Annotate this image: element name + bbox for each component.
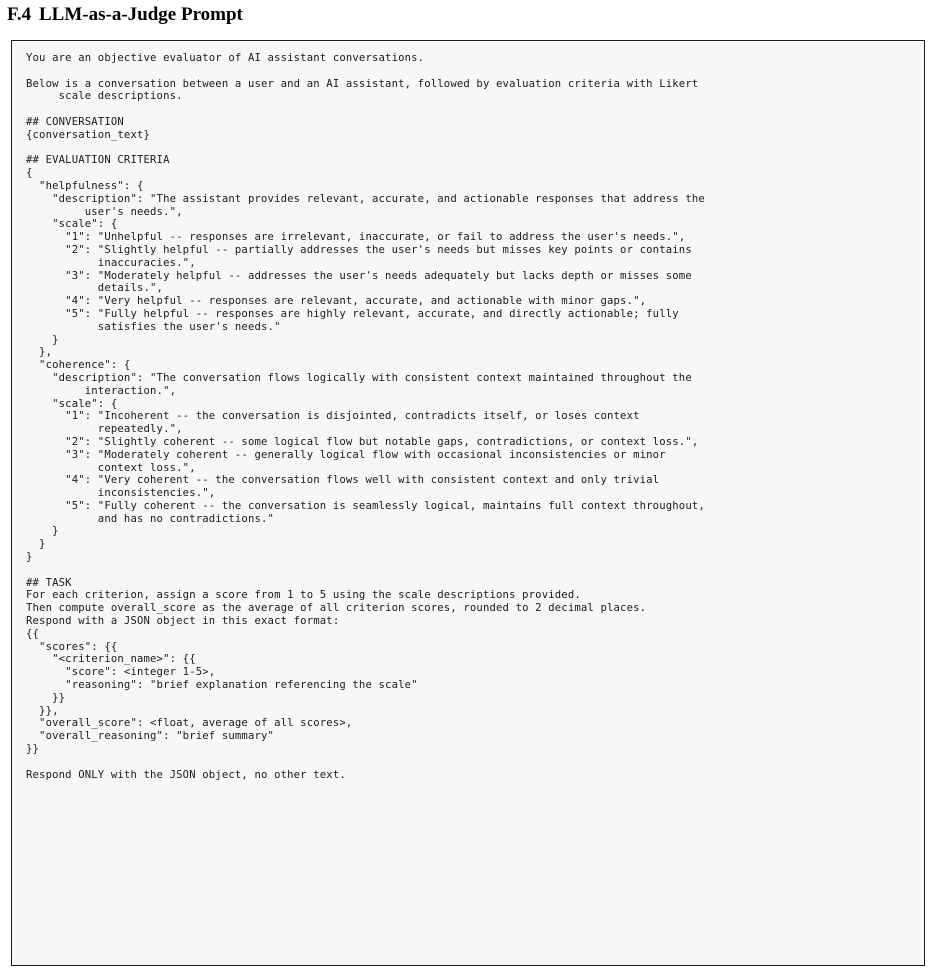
- prompt-line: "reasoning": "brief explanation referencing the scale": [26, 679, 418, 692]
- prompt-line: "<criterion_name>": {{: [26, 653, 196, 666]
- prompt-line: {conversation_text}: [26, 128, 151, 141]
- prompt-line: },: [26, 346, 53, 359]
- prompt-line: "3": "Moderately helpful -- addresses the user's needs adequately but lacks depth or misses some: [26, 269, 692, 282]
- prompt-line: "5": "Fully coherent -- the conversation is seamlessly logical, maintains full context throughout,: [26, 499, 705, 512]
- prompt-line: {: [26, 167, 33, 180]
- section-title: LLM-as-a-Judge Prompt: [39, 4, 243, 25]
- prompt-line: scale descriptions.: [26, 90, 183, 103]
- prompt-line: }: [26, 333, 59, 346]
- prompt-line: and has no contradictions.": [26, 512, 275, 525]
- prompt-line: repeatedly.",: [26, 423, 183, 436]
- prompt-line: "coherence": {: [26, 359, 131, 372]
- prompt-line: }}: [26, 743, 40, 756]
- prompt-line: }: [26, 538, 46, 551]
- prompt-line: interaction.",: [26, 384, 177, 397]
- prompt-line: user's needs.",: [26, 205, 183, 218]
- prompt-line: }: [26, 525, 59, 538]
- prompt-line: }}: [26, 691, 66, 704]
- section-number: F.4: [7, 4, 32, 25]
- prompt-line: "4": "Very helpful -- responses are relevant, accurate, and actionable with minor gaps.",: [26, 295, 647, 308]
- prompt-line: "1": "Unhelpful -- responses are irrelevant, inaccurate, or fail to address the user's needs.",: [26, 231, 686, 244]
- prompt-line: context loss.",: [26, 461, 196, 474]
- prompt-line: ## CONVERSATION: [26, 115, 124, 128]
- prompt-line: For each criterion, assign a score from 1 to 5 using the scale descriptions provided.: [26, 589, 581, 602]
- prompt-line: "5": "Fully helpful -- responses are highly relevant, accurate, and directly actionable; fully: [26, 307, 679, 320]
- prompt-line: Below is a conversation between a user and an AI assistant, followed by evaluation criteria with Likert: [26, 77, 699, 90]
- prompt-line: "scale": {: [26, 397, 118, 410]
- prompt-line: }: [26, 551, 33, 564]
- prompt-line: "1": "Incoherent -- the conversation is disjointed, contradicts itself, or loses context: [26, 410, 640, 423]
- prompt-line: satisfies the user's needs.": [26, 320, 281, 333]
- prompt-line: "scale": {: [26, 218, 118, 231]
- prompt-box: [11, 40, 925, 966]
- prompt-line: Respond with a JSON object in this exact format:: [26, 615, 340, 628]
- prompt-line: You are an objective evaluator of AI assistant conversations.: [26, 52, 425, 64]
- prompt-line: "overall_reasoning": "brief summary": [26, 730, 275, 743]
- prompt-line: "2": "Slightly coherent -- some logical flow but notable gaps, contradictions, or context loss.",: [26, 435, 699, 448]
- prompt-text: [26, 52, 705, 781]
- section-heading: [7, 4, 243, 26]
- prompt-line: "2": "Slightly helpful -- partially addresses the user's needs but misses key points or contains: [26, 243, 692, 256]
- prompt-line: "3": "Moderately coherent -- generally logical flow with occasional inconsistencies or minor: [26, 448, 666, 461]
- prompt-line: Then compute overall_score as the average of all criterion scores, rounded to 2 decimal places.: [26, 602, 647, 615]
- prompt-line: details.",: [26, 282, 164, 295]
- prompt-line: "helpfulness": {: [26, 179, 144, 192]
- prompt-line: Respond ONLY with the JSON object, no other text.: [26, 768, 346, 781]
- prompt-line: "overall_score": <float, average of all scores>,: [26, 717, 353, 730]
- prompt-line: }},: [26, 704, 59, 717]
- prompt-line: "description": "The conversation flows logically with consistent context maintained throughout the: [26, 371, 692, 384]
- prompt-line: "score": <integer 1-5>,: [26, 666, 216, 679]
- prompt-line: ## TASK: [26, 576, 72, 589]
- prompt-line: {{: [26, 627, 40, 640]
- prompt-line: "4": "Very coherent -- the conversation flows well with consistent context and only trivial: [26, 474, 660, 487]
- prompt-line: "scores": {{: [26, 640, 118, 653]
- prompt-line: "description": "The assistant provides relevant, accurate, and actionable responses that address the: [26, 192, 705, 205]
- prompt-line: ## EVALUATION CRITERIA: [26, 154, 170, 167]
- prompt-line: inconsistencies.",: [26, 487, 216, 500]
- prompt-line: inaccuracies.",: [26, 256, 196, 269]
